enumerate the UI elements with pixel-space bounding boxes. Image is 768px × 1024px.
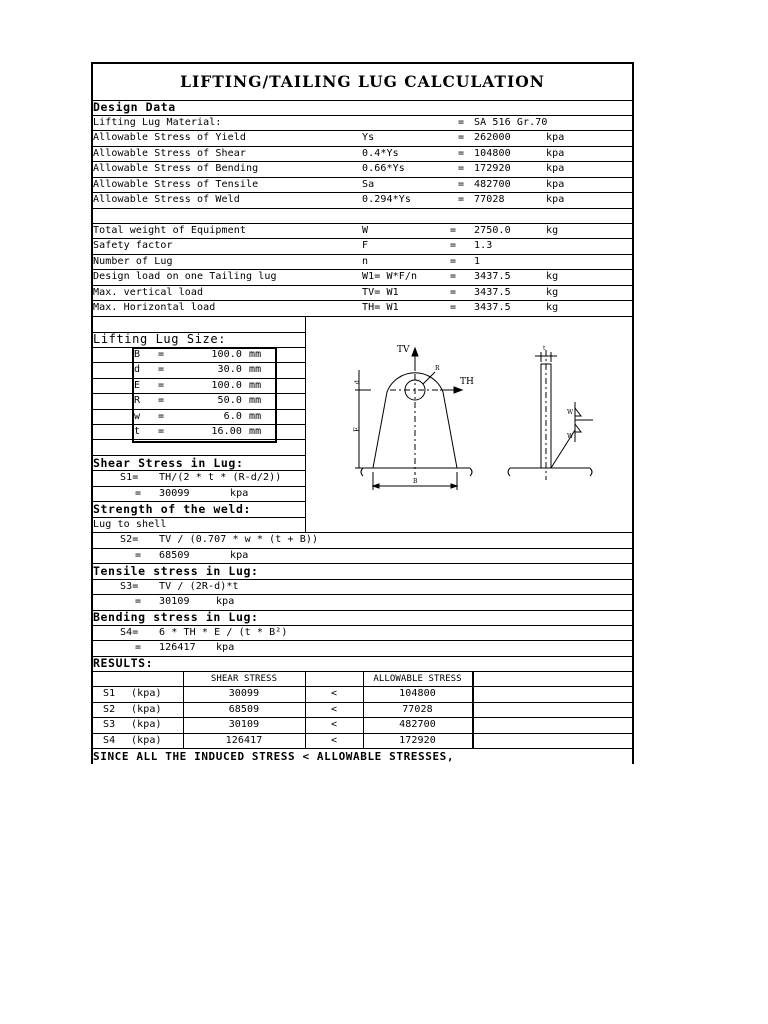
results-heading: RESULTS: (93, 656, 154, 670)
stress-value: 262000 (474, 132, 511, 143)
lug-dim-eq: = (158, 380, 165, 391)
load-label: Max. Horizontal load (93, 302, 216, 313)
result-name: S3 (103, 719, 116, 730)
stress-label: Allowable Stress of Bending (93, 163, 259, 174)
grid-line (91, 579, 634, 580)
lug-dim-value: 30.0 (217, 364, 242, 375)
result-name: S2 (103, 704, 116, 715)
stress-unit: kpa (546, 194, 565, 205)
load-unit: kg (546, 302, 559, 313)
weld-label-1: W (567, 409, 574, 416)
r-leader (423, 372, 435, 384)
lug-dim-symbol: B (134, 349, 141, 360)
lug-dim-value: 100.0 (211, 349, 242, 360)
frame-top (91, 62, 632, 65)
grid-line (91, 161, 634, 162)
load-value: 3437.5 (474, 287, 511, 298)
grid-line (91, 254, 634, 255)
b-arrowhead (451, 484, 457, 488)
bending-value: 126417 (159, 642, 196, 653)
tensile-value: 30109 (159, 596, 190, 607)
tensile-formula: TV / (2R-d)*t (159, 581, 239, 592)
col-shear-stress: SHEAR STRESS (210, 674, 278, 684)
lug-dim-value: 50.0 (217, 395, 242, 406)
shear-eq: = (135, 488, 142, 499)
grid-line (91, 115, 634, 116)
result-unit: (kpa) (131, 688, 162, 699)
load-symbol: TH= W1 (362, 302, 399, 313)
lug-diagram (335, 340, 595, 510)
grid-line (305, 316, 306, 532)
lug-dim-eq: = (158, 349, 165, 360)
result-compare: < (330, 719, 338, 730)
stress-label: Allowable Stress of Tensile (93, 179, 259, 190)
result-value: 30099 (228, 688, 260, 699)
col-allowable-stress: ALLOWABLE STRESS (373, 674, 462, 684)
bending-eq: = (135, 642, 142, 653)
shear-symbol: S1= (120, 472, 139, 483)
stress-symbol: 0.294*Ys (362, 194, 411, 205)
result-value: 30109 (228, 719, 260, 730)
grid-line (91, 594, 634, 595)
calculation-sheet (91, 62, 634, 764)
bending-unit: kpa (216, 642, 235, 653)
lug-dim-symbol: d (134, 364, 141, 375)
b-dim-label: B (413, 478, 418, 485)
lug-dim-symbol: E (134, 380, 141, 391)
stress-value: 172920 (474, 163, 511, 174)
weld-formula: TV / (0.707 * w * (t + B)) (159, 534, 319, 545)
weld-heading: Strength of the weld: (93, 502, 251, 516)
stress-eq: = (458, 148, 465, 159)
load-symbol: W1= W*F/n (362, 271, 418, 282)
lug-dim-unit: mm (249, 380, 262, 391)
grid-line (91, 517, 305, 518)
grid-line (91, 238, 634, 239)
design-data-heading: Design Data (93, 100, 176, 114)
grid-line (91, 192, 634, 193)
grid-line (91, 285, 634, 286)
load-value: 3437.5 (474, 271, 511, 282)
weld-unit: kpa (230, 550, 249, 561)
grid-line (91, 532, 634, 533)
t-dim-label: t (543, 345, 546, 352)
result-compare: < (330, 688, 338, 699)
th-arrowhead (454, 387, 462, 393)
load-unit: kg (546, 287, 559, 298)
grid-line (91, 486, 305, 487)
stress-value: 482700 (474, 179, 511, 190)
load-unit: kg (546, 225, 559, 236)
stress-unit: kpa (546, 163, 565, 174)
weld-label-2: W (567, 433, 574, 440)
lug-dim-value: 100.0 (211, 380, 242, 391)
lug-dim-unit: mm (249, 411, 262, 422)
shear-formula: TH/(2 * t * (R-d/2)) (159, 472, 282, 483)
shear-value: 30099 (159, 488, 190, 499)
load-label: Max. vertical load (93, 287, 204, 298)
lug-dim-value: 16.00 (211, 426, 242, 437)
result-unit: (kpa) (131, 704, 162, 715)
stress-label: Allowable Stress of Weld (93, 194, 240, 205)
result-unit: (kpa) (131, 719, 162, 730)
result-allowable: 172920 (399, 735, 436, 746)
weld-symbol (575, 408, 581, 416)
result-compare: < (330, 735, 338, 746)
grid-line (472, 671, 474, 748)
stress-eq: = (458, 179, 465, 190)
stress-symbol: 0.66*Ys (362, 163, 405, 174)
grid-line (91, 223, 634, 224)
grid-line (91, 625, 634, 626)
load-value: 1 (474, 256, 481, 267)
r-label: R (435, 365, 440, 372)
side-shell-break (508, 468, 592, 476)
stress-unit: kpa (546, 148, 565, 159)
result-name: S4 (103, 735, 116, 746)
grid-line (91, 640, 634, 641)
result-compare: < (330, 704, 338, 715)
lug-dim-eq: = (158, 426, 165, 437)
material-label: Lifting Lug Material: (93, 117, 222, 128)
grid-line (91, 748, 634, 749)
stress-unit: kpa (546, 132, 565, 143)
load-symbol: F (362, 240, 369, 251)
weld-symbol (575, 424, 581, 432)
b-arrowhead (373, 484, 379, 488)
result-allowable: 482700 (399, 719, 436, 730)
weld-eq: = (135, 550, 142, 561)
lug-dim-unit: mm (249, 426, 262, 437)
stress-value: 77028 (474, 194, 505, 205)
lug-dim-unit: mm (249, 395, 262, 406)
result-allowable: 104800 (399, 688, 436, 699)
lug-dim-symbol: t (134, 426, 141, 437)
load-symbol: n (362, 256, 369, 267)
load-eq: = (450, 271, 457, 282)
result-name: S1 (103, 688, 116, 699)
lug-dim-unit: mm (249, 364, 262, 375)
weld-note: Lug to shell (93, 519, 167, 530)
grid-line (91, 208, 634, 209)
result-allowable: 77028 (402, 704, 433, 715)
load-symbol: W (362, 225, 369, 236)
grid-line (91, 548, 634, 549)
grid-line (91, 177, 634, 178)
stress-label: Allowable Stress of Yield (93, 132, 247, 143)
shear-unit: kpa (230, 488, 249, 499)
lug-dim-eq: = (158, 395, 165, 406)
result-value: 126417 (225, 735, 263, 746)
grid-line (91, 656, 634, 657)
load-label: Safety factor (93, 240, 173, 251)
stress-label: Allowable Stress of Shear (93, 148, 247, 159)
stress-value: 104800 (474, 148, 511, 159)
stress-unit: kpa (546, 179, 565, 190)
grid-line (91, 300, 634, 301)
grid-line (91, 470, 305, 471)
shell-break (361, 468, 472, 476)
e-dim-label: E (353, 426, 361, 432)
lug-dim-unit: mm (249, 349, 262, 360)
load-eq: = (450, 256, 457, 267)
tensile-eq: = (135, 596, 142, 607)
weld-value: 68509 (159, 550, 190, 561)
r-dim-label: d (354, 380, 361, 384)
bending-heading: Bending stress in Lug: (93, 610, 259, 624)
bending-formula: 6 * TH * E / (t * B²) (159, 627, 288, 638)
th-label: TH (460, 377, 474, 387)
load-label: Total weight of Equipment (93, 225, 247, 236)
load-symbol: TV= W1 (362, 287, 399, 298)
load-label: Design load on one Tailing lug (93, 271, 277, 282)
frame-right (632, 62, 634, 764)
stress-symbol: 0.4*Ys (362, 148, 399, 159)
stress-eq: = (458, 132, 465, 143)
grid-line (91, 130, 634, 131)
conclusion-text: SINCE ALL THE INDUCED STRESS < ALLOWABLE STRESSES, (93, 750, 455, 763)
load-eq: = (450, 225, 457, 236)
load-value: 1.3 (474, 240, 493, 251)
stress-eq: = (458, 194, 465, 205)
weld-symbol-text: S2= (120, 534, 139, 545)
tensile-unit: kpa (216, 596, 235, 607)
stress-eq: = (458, 163, 465, 174)
lug-dim-value: 6.0 (223, 411, 242, 422)
grid-line (91, 269, 634, 270)
bending-symbol: S4= (120, 627, 139, 638)
load-value: 2750.0 (474, 225, 511, 236)
lug-dim-symbol: w (134, 411, 141, 422)
tensile-symbol: S3= (120, 581, 139, 592)
lug-size-heading: Lifting Lug Size: (93, 332, 227, 346)
tv-label: TV (397, 345, 410, 355)
grid-line (91, 146, 634, 147)
lug-dim-symbol: R (134, 395, 141, 406)
load-eq: = (450, 240, 457, 251)
load-label: Number of Lug (93, 256, 173, 267)
material-value: SA 516 Gr.70 (474, 117, 548, 128)
load-eq: = (450, 302, 457, 313)
material-eq: = (458, 117, 465, 128)
shear-heading: Shear Stress in Lug: (93, 456, 244, 470)
tv-arrowhead (412, 348, 418, 356)
lug-dim-eq: = (158, 411, 165, 422)
load-value: 3437.5 (474, 302, 511, 313)
stress-symbol: Sa (362, 179, 375, 190)
result-unit: (kpa) (131, 735, 162, 746)
stress-symbol: Ys (362, 132, 375, 143)
load-eq: = (450, 287, 457, 298)
result-value: 68509 (228, 704, 260, 715)
load-unit: kg (546, 271, 559, 282)
grid-line (91, 316, 634, 317)
lug-dim-eq: = (158, 364, 165, 375)
tensile-heading: Tensile stress in Lug: (93, 564, 259, 578)
sheet-title: LIFTING/TAILING LUG CALCULATION (180, 72, 545, 91)
